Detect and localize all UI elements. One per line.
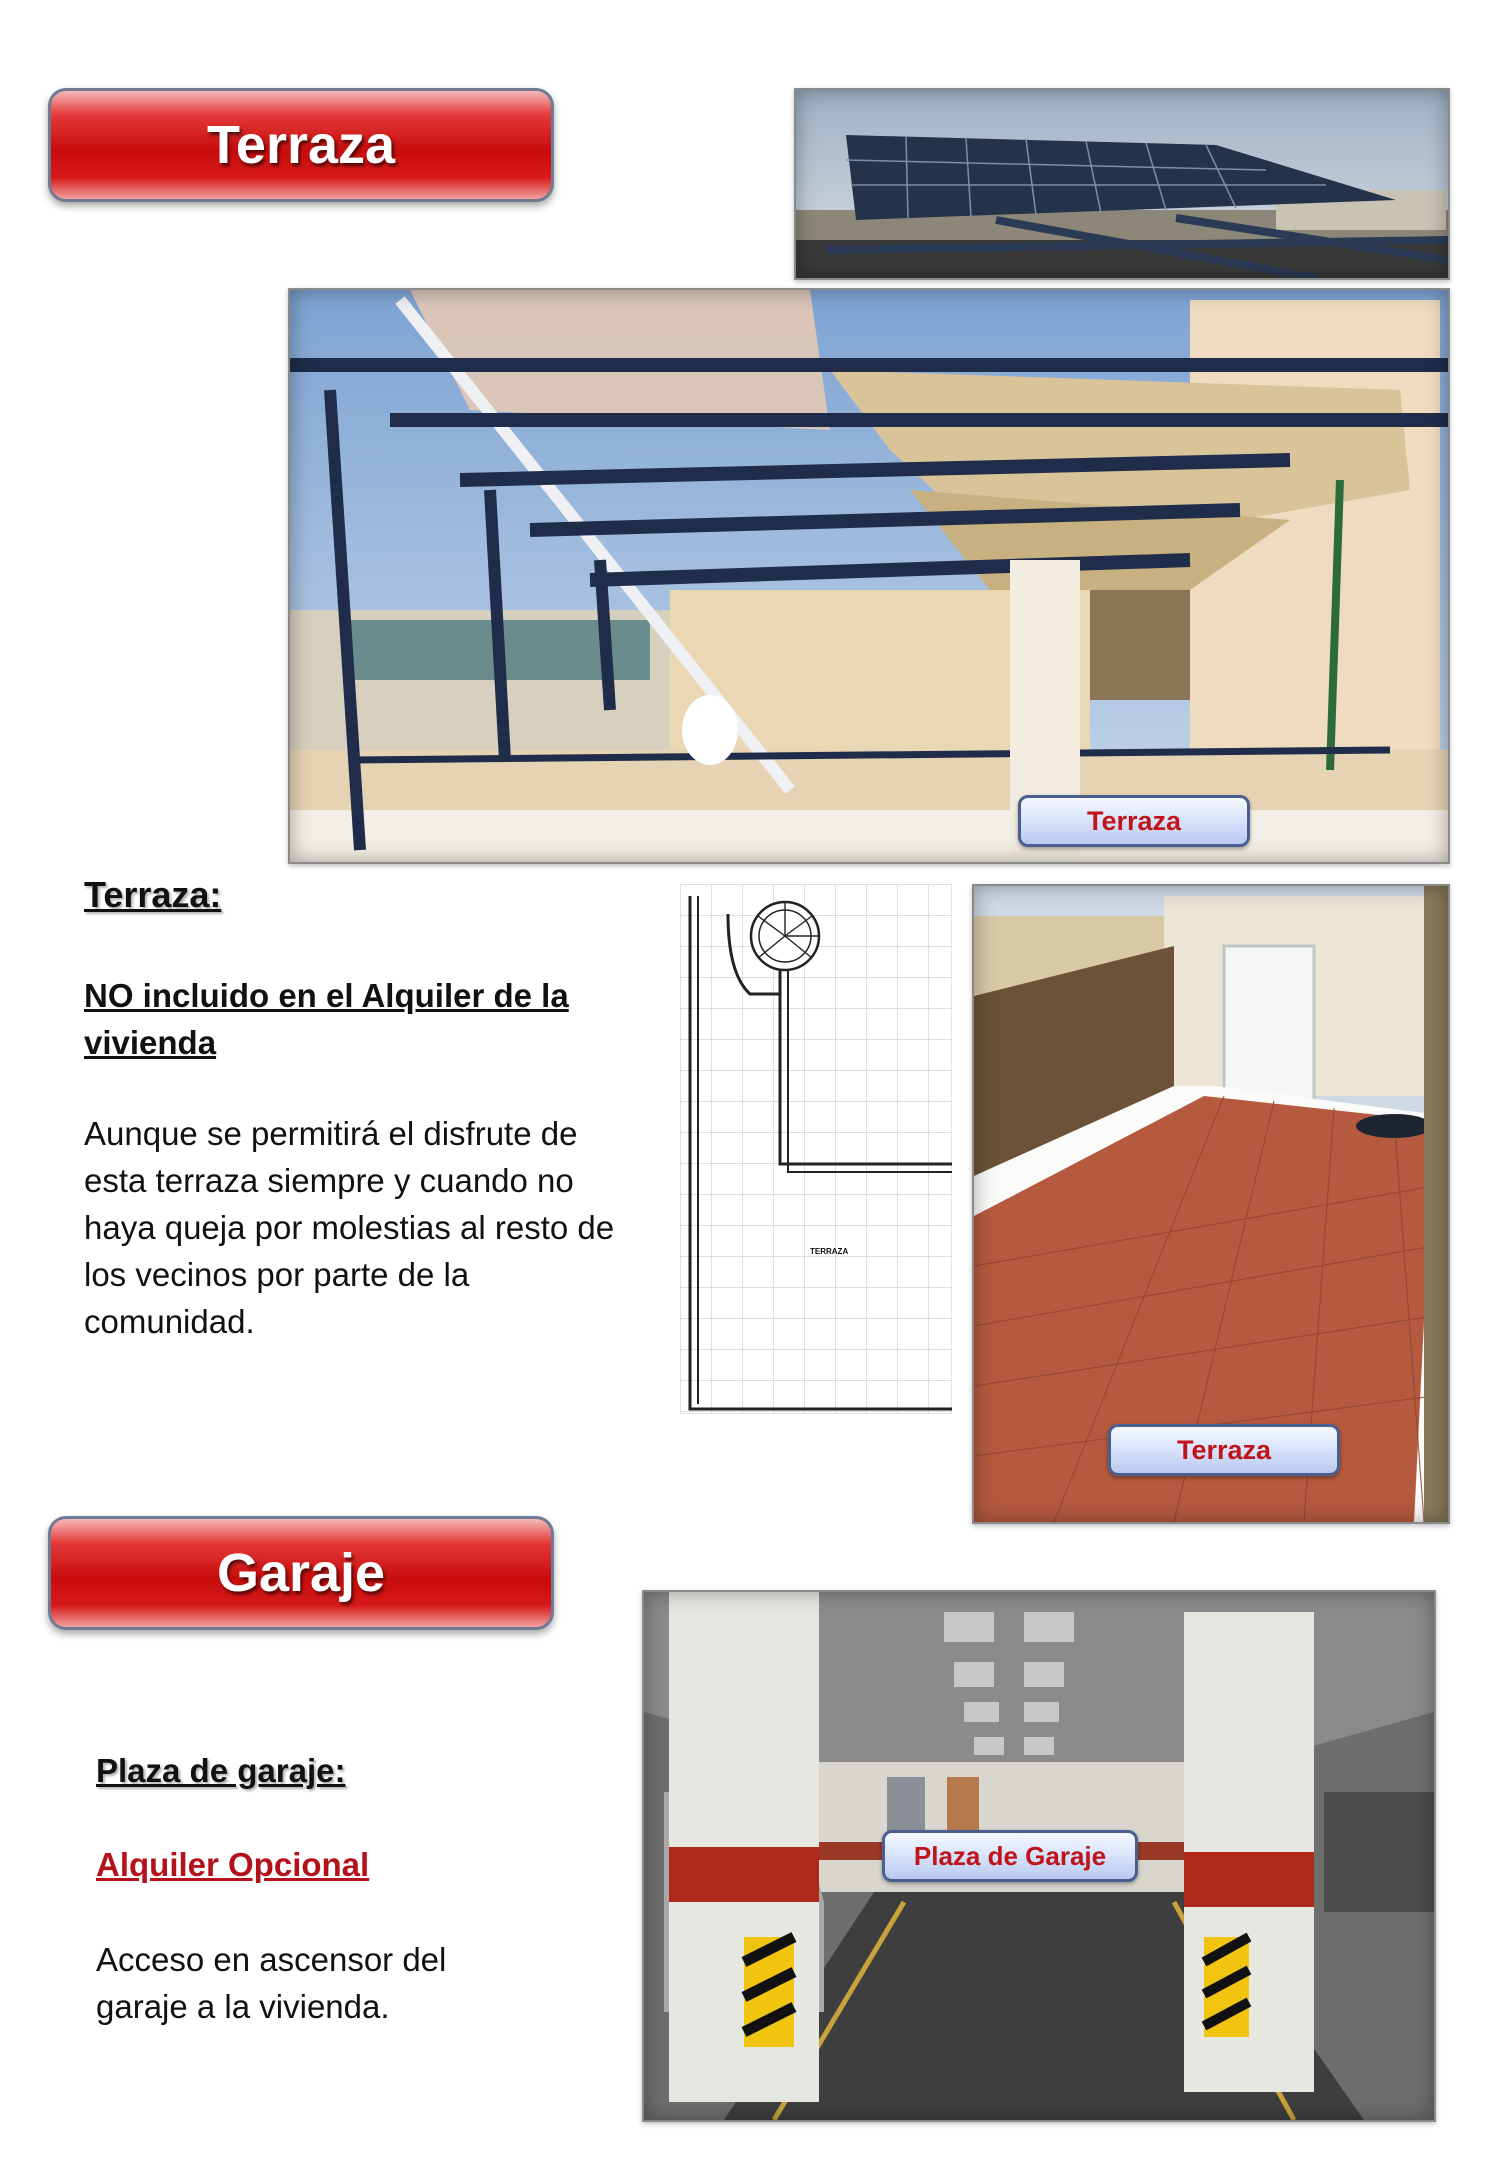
terraza-side-photo-label — [1108, 1424, 1340, 1476]
terraza-subheading: NO incluido en el Alquiler de la vivienda — [84, 977, 569, 1061]
garaje-photo-label — [882, 1830, 1138, 1882]
terraza-banner — [48, 88, 554, 202]
terraza-main-photo-label-text: Terraza — [1086, 805, 1182, 836]
garaje-heading: Plaza de garaje: — [96, 1752, 346, 1789]
garaje-subheading: Alquiler Opcional — [96, 1846, 370, 1883]
terraza-main-photo-label — [1018, 795, 1250, 847]
garaje-banner — [48, 1516, 554, 1630]
solar-panels-image — [796, 90, 1448, 278]
garaje-photo-label-text: Plaza de Garaje — [913, 1840, 1107, 1871]
terraza-banner-title: Terraza — [206, 115, 396, 175]
terraza-floor-plan — [680, 884, 952, 1414]
floor-plan-drawing — [680, 884, 952, 1414]
terraza-body: Aunque se permitirá el disfrute de esta terraza siempre y cuando no haya queja por molestias al resto de los vecinos por parte de la comunidad. — [84, 1115, 615, 1340]
terraza-side-photo-label-text: Terraza — [1176, 1434, 1272, 1465]
pergola-image — [290, 290, 1448, 862]
solar-panels-photo — [794, 88, 1450, 280]
garaje-body: Acceso en ascensor del garaje a la vivienda. — [96, 1941, 447, 2025]
garaje-banner-title: Garaje — [216, 1543, 386, 1603]
floor-plan-label: TERRAZA — [810, 1247, 849, 1256]
pergola-photo — [288, 288, 1450, 864]
terraza-heading: Terraza: — [84, 874, 222, 915]
